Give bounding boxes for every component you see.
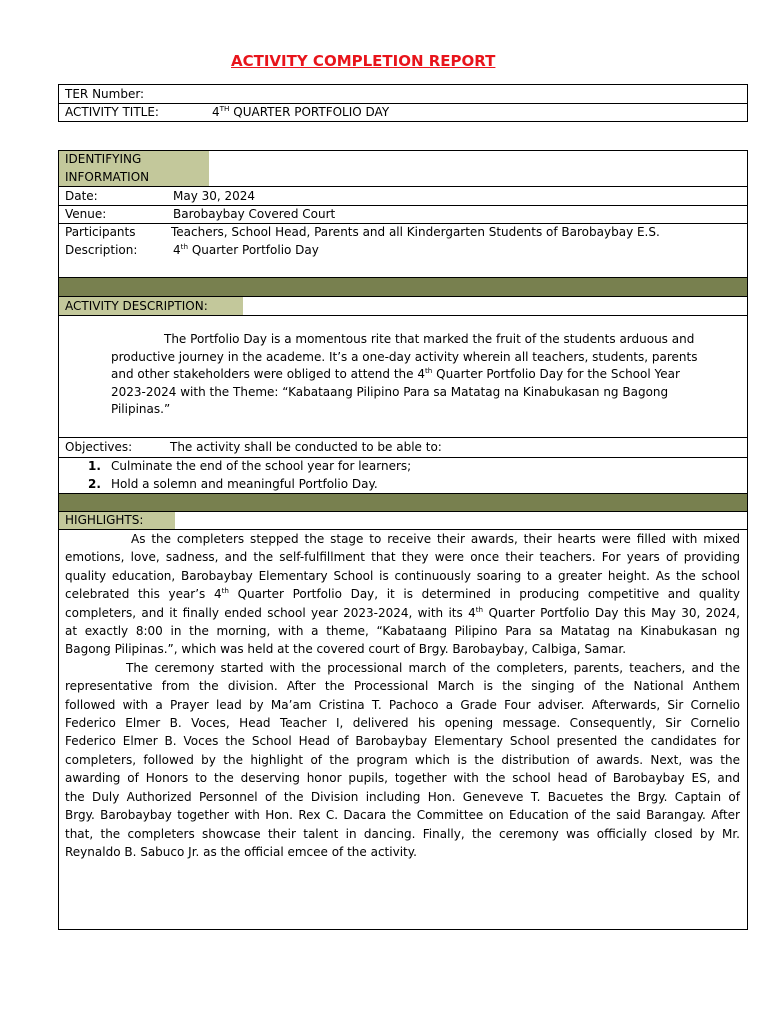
date-value: May 30, 2024 bbox=[173, 189, 256, 203]
line-text: Quarter Portfolio Day this May 30, 2024, bbox=[483, 605, 740, 620]
report-title: ACTIVITY COMPLETION REPORT bbox=[231, 52, 496, 70]
venue-label: Venue: bbox=[65, 207, 107, 221]
objectives-intro: The activity shall be conducted to be able to: bbox=[170, 440, 442, 454]
highlights-line: Federico Elmer B. Voces the School Head of Barobaybay Elementary School presented the candidates for bbox=[65, 734, 740, 749]
highlights-header-row bbox=[59, 511, 747, 529]
objectives-list bbox=[59, 457, 747, 493]
objectives-label: Objectives: bbox=[65, 440, 133, 454]
activity-title-number: 4 bbox=[212, 105, 220, 119]
ordinal-suffix: th bbox=[424, 366, 433, 375]
description-text: Quarter Portfolio Day bbox=[188, 242, 319, 257]
participants-value: Teachers, School Head, Parents and all Kindergarten Students of Barobaybay E.S. bbox=[171, 225, 660, 239]
activity-description-line: 2023-2024 with the Theme: “Kabataang Pilipino Para sa Matatag na Kinabukasan ng Bagong bbox=[111, 384, 669, 399]
header-info-table bbox=[58, 84, 748, 122]
activity-description-line: The Portfolio Day is a momentous rite that marked the fruit of the students arduous and bbox=[164, 332, 695, 346]
description-label: Description: bbox=[65, 242, 138, 257]
description-ordinal: th bbox=[180, 241, 189, 251]
activity-description-header: ACTIVITY DESCRIPTION: bbox=[59, 297, 243, 315]
objective-number: 2. bbox=[88, 476, 101, 491]
highlights-line: Bagong Pilipinas.”, which was held at the covered court of Brgy. Barobaybay, Calbiga, Samar. bbox=[65, 642, 627, 657]
ter-number-label: TER Number: bbox=[65, 87, 145, 101]
line-text: completers, and it finally ended school year 2023-2024, with its 4 bbox=[65, 605, 476, 620]
highlights-line: at exactly 8:00 in the morning, with a theme, “Kabataang Pilipino Para sa Matatag na Kinabukasan ng bbox=[65, 624, 740, 639]
highlights-line bbox=[65, 585, 740, 603]
highlights-line: that, the completers showcase their talent in dancing. Finally, the ceremony was officially closed by Mr. bbox=[65, 826, 740, 841]
highlights-line: the Duly Authorized Personnel of the Division including Hon. Geneveve T. Bacuetes the Brgy. Captain of bbox=[65, 789, 740, 804]
highlights-line: Federico Elmer B. Voces, Head Teacher I, delivered his opening message. Consequently, Sir Cornelio bbox=[65, 716, 740, 731]
highlights-line: awarding of Honors to the deserving honor pupils, together with the school head of Barobaybay ES, and bbox=[65, 771, 740, 786]
activity-description-header-row bbox=[59, 296, 747, 315]
objective-item bbox=[59, 476, 747, 494]
highlights-line: quality education, Barobaybay Elementary School is continuously soaring to a greater height. As the school bbox=[65, 568, 740, 583]
objective-text: Hold a solemn and meaningful Portfolio Day. bbox=[111, 476, 378, 491]
highlights-body bbox=[59, 529, 747, 929]
activity-description-body bbox=[59, 315, 747, 437]
highlights-header: HIGHLIGHTS: bbox=[59, 512, 175, 529]
highlights-line: The ceremony started with the processional march of the completers, parents, teachers, and the bbox=[126, 660, 740, 675]
activity-description-line: productive journey in the academe. It’s a one-day activity wherein all teachers, students, parents bbox=[111, 349, 698, 364]
activity-description-line bbox=[111, 366, 747, 384]
venue-value: Barobaybay Covered Court bbox=[173, 207, 336, 221]
date-label: Date: bbox=[65, 189, 98, 203]
report-table bbox=[58, 150, 748, 930]
line-text: celebrated this year’s 4 bbox=[65, 587, 222, 602]
objective-number: 1. bbox=[88, 459, 101, 473]
activity-title-row bbox=[59, 103, 747, 121]
line-text: Quarter Portfolio Day for the School Year bbox=[432, 367, 680, 381]
activity-title-label: ACTIVITY TITLE: bbox=[65, 105, 159, 119]
line-text: and other stakeholders were obliged to attend the 4 bbox=[111, 367, 425, 381]
description-number: 4 bbox=[173, 242, 181, 257]
line-text: Quarter Portfolio Day, it is determined in producing competitive and quality bbox=[228, 587, 740, 602]
venue-row bbox=[59, 205, 747, 223]
activity-title-value bbox=[212, 104, 389, 121]
highlights-line: Reynaldo B. Sabuco Jr. as the official emcee of the activity. bbox=[65, 844, 417, 859]
highlights-line: As the completers stepped the stage to receive their awards, their hearts were filled with mixed bbox=[131, 532, 740, 546]
objectives-row bbox=[59, 437, 747, 457]
highlights-line: Brgy. Barobaybay together with Hon. Rex C. Dacara the Committee on Education of the said Barangay. After bbox=[65, 808, 740, 823]
participants-label: Participants bbox=[65, 225, 136, 239]
highlights-paragraph bbox=[65, 659, 740, 861]
highlights-line bbox=[65, 604, 740, 622]
activity-title-ordinal: TH bbox=[219, 104, 230, 113]
identifying-information-row bbox=[59, 151, 747, 186]
objective-item bbox=[59, 458, 747, 476]
date-row bbox=[59, 186, 747, 205]
ordinal-suffix: th bbox=[475, 604, 484, 614]
description-value bbox=[173, 242, 319, 260]
ter-number-row bbox=[59, 85, 747, 103]
ordinal-suffix: th bbox=[221, 586, 229, 596]
highlights-paragraph bbox=[65, 530, 740, 659]
activity-description-line: Pilipinas.” bbox=[111, 402, 171, 416]
highlights-line: representative from the division. After the Processional March is the singing of the National Anthem bbox=[65, 679, 740, 694]
highlights-line: followed with a Prayer lead by Ma’am Cristina T. Pachoco a Grade Four adviser. Afterwards, Sir Cornelio bbox=[65, 697, 740, 712]
highlights-line: emotions, love, sadness, and the self-fulfillment that they were once their teachers. For years of providing bbox=[65, 550, 740, 565]
identifying-information-header: IDENTIFYING INFORMATION bbox=[59, 151, 209, 186]
participants-description-row bbox=[59, 223, 747, 277]
activity-title-text: QUARTER PORTFOLIO DAY bbox=[229, 105, 390, 119]
section-divider-band bbox=[59, 277, 747, 296]
section-divider-band bbox=[59, 493, 747, 511]
objective-text: Culminate the end of the school year for learners; bbox=[111, 459, 412, 473]
highlights-line: completers, followed by the highlight of the program which is the distribution of awards. Next, was the bbox=[65, 752, 740, 767]
